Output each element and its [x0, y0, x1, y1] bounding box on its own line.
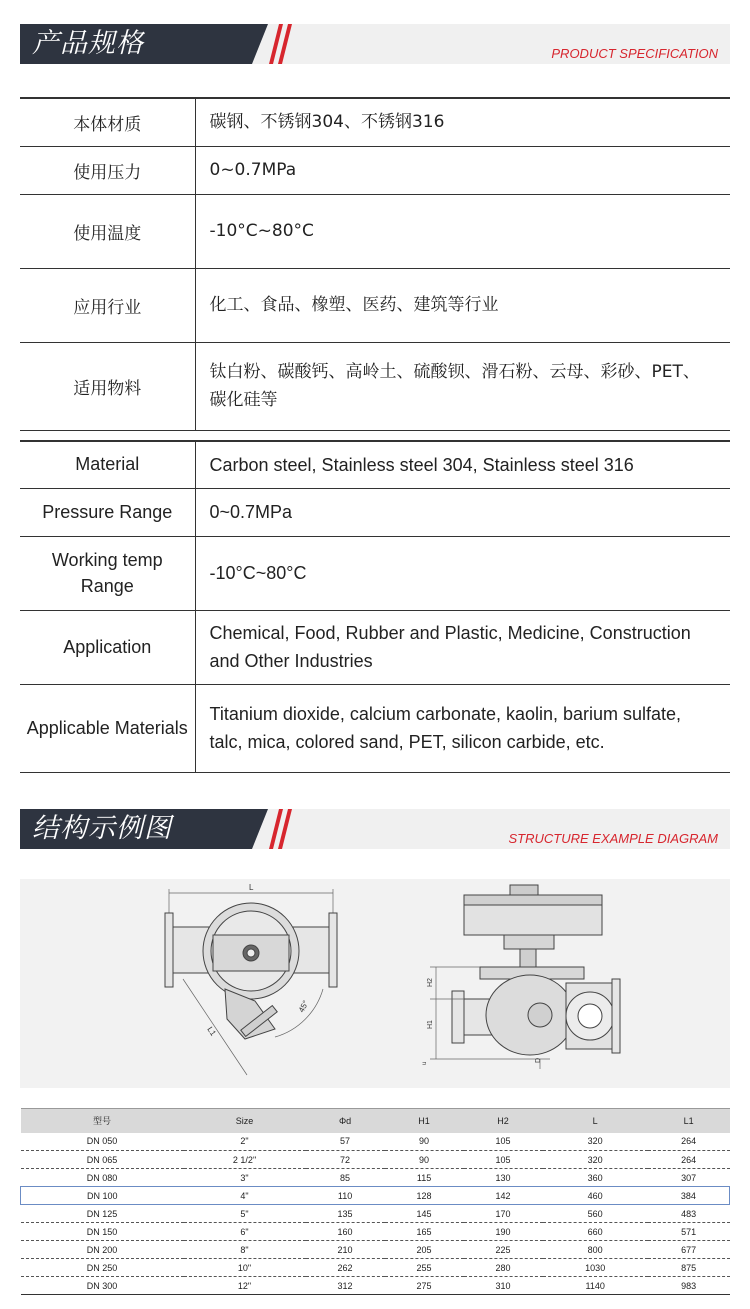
- structure-diagram: [20, 879, 730, 1088]
- table-cell: 660: [543, 1223, 648, 1241]
- col-header-model: 型号: [21, 1109, 184, 1133]
- col-header-l: L: [543, 1109, 648, 1133]
- spec-value: Titanium dioxide, calcium carbonate, kaolin, barium sulfate, talc, mica, colored sand, PET, silicon carbide, etc.: [195, 684, 730, 772]
- table-cell: 105: [464, 1133, 543, 1151]
- col-header-size: Size: [184, 1109, 306, 1133]
- spec-label: 适用物料: [20, 342, 195, 430]
- table-row: [21, 1259, 730, 1277]
- table-cell: 105: [464, 1151, 543, 1169]
- table-cell: 2": [184, 1133, 306, 1151]
- spec-row-temperature-en: [20, 536, 730, 610]
- dim-label-angle: 45°: [296, 999, 311, 1014]
- spec-label: Material: [20, 441, 195, 488]
- dim-label-h1: H1: [427, 1020, 434, 1029]
- table-cell: 190: [464, 1223, 543, 1241]
- table-cell: 677: [648, 1241, 730, 1259]
- table-cell: DN 250: [21, 1259, 184, 1277]
- table-row: [21, 1223, 730, 1241]
- spec-row-materials-en: [20, 684, 730, 772]
- dim-label-h2: H2: [427, 978, 434, 987]
- table-cell: 460: [543, 1187, 648, 1205]
- table-cell: 90: [385, 1133, 464, 1151]
- table-cell: 4": [184, 1187, 306, 1205]
- spec-label: 使用温度: [20, 194, 195, 268]
- table-cell: 2 1/2": [184, 1151, 306, 1169]
- table-cell: 90: [385, 1151, 464, 1169]
- spec-section-title: 产品规格: [32, 28, 144, 59]
- table-cell: DN 100: [21, 1187, 184, 1205]
- spec-label: Pressure Range: [20, 488, 195, 536]
- spec-row-material-cn: [20, 98, 730, 146]
- dimension-table: [20, 1108, 730, 1295]
- table-cell: DN 080: [21, 1169, 184, 1187]
- spec-row-material-en: [20, 441, 730, 488]
- table-cell: 128: [385, 1187, 464, 1205]
- spec-label: Applicable Materials: [20, 684, 195, 772]
- table-row: [21, 1169, 730, 1187]
- valve-front-view-drawing: [400, 879, 630, 1088]
- table-cell: 142: [464, 1187, 543, 1205]
- table-cell: 1030: [543, 1259, 648, 1277]
- valve-top-view-drawing: [155, 879, 365, 1088]
- spec-header-dark-block: [20, 24, 252, 64]
- spec-section-subtitle: PRODUCT SPECIFICATION: [551, 46, 718, 61]
- table-cell: 571: [648, 1223, 730, 1241]
- structure-section-title: 结构示例图: [32, 813, 172, 844]
- table-cell: 384: [648, 1187, 730, 1205]
- table-cell: 800: [543, 1241, 648, 1259]
- table-cell: 115: [385, 1169, 464, 1187]
- dimension-table-header: [21, 1109, 730, 1133]
- spec-table-en: [20, 440, 730, 773]
- table-cell: 135: [306, 1205, 385, 1223]
- spec-row-materials-cn: [20, 342, 730, 430]
- dim-label-l1: L1: [205, 1025, 218, 1038]
- table-cell: 262: [306, 1259, 385, 1277]
- spec-value: -10°C~80°C: [195, 194, 730, 268]
- table-cell: 57: [306, 1133, 385, 1151]
- table-cell: 210: [306, 1241, 385, 1259]
- table-cell: 320: [543, 1133, 648, 1151]
- col-header-diameter: Φd: [306, 1109, 385, 1133]
- table-cell: 160: [306, 1223, 385, 1241]
- spec-row-pressure-en: [20, 488, 730, 536]
- spec-value: 碳钢、不锈钢304、不锈钢316: [195, 98, 730, 146]
- table-cell: 85: [306, 1169, 385, 1187]
- col-header-h1: H1: [385, 1109, 464, 1133]
- structure-header-dark-block: [20, 809, 252, 849]
- table-cell: 1140: [543, 1277, 648, 1295]
- spec-row-temperature-cn: [20, 194, 730, 268]
- structure-section-header: [20, 809, 730, 849]
- spec-label: 本体材质: [20, 98, 195, 146]
- table-cell: 312: [306, 1277, 385, 1295]
- table-cell: 275: [385, 1277, 464, 1295]
- col-header-h2: H2: [464, 1109, 543, 1133]
- table-row: [21, 1133, 730, 1151]
- table-row: [21, 1277, 730, 1295]
- table-cell: 3": [184, 1169, 306, 1187]
- spec-value: Carbon steel, Stainless steel 304, Stainless steel 316: [195, 441, 730, 488]
- spec-label: Working temp Range: [20, 536, 195, 610]
- table-row: [21, 1241, 730, 1259]
- table-cell: 12": [184, 1277, 306, 1295]
- spec-row-pressure-cn: [20, 146, 730, 194]
- table-cell: 5": [184, 1205, 306, 1223]
- spec-value: 0~0.7MPa: [195, 146, 730, 194]
- table-cell: 255: [385, 1259, 464, 1277]
- table-cell: 8": [184, 1241, 306, 1259]
- table-cell: 280: [464, 1259, 543, 1277]
- table-cell: 10": [184, 1259, 306, 1277]
- table-cell: 130: [464, 1169, 543, 1187]
- spec-value: 0~0.7MPa: [195, 488, 730, 536]
- table-cell: 483: [648, 1205, 730, 1223]
- table-cell: 264: [648, 1133, 730, 1151]
- spec-value: 化工、食品、橡塑、医药、建筑等行业: [195, 268, 730, 342]
- table-cell: 320: [543, 1151, 648, 1169]
- spec-label: 使用压力: [20, 146, 195, 194]
- table-cell: 875: [648, 1259, 730, 1277]
- table-cell: DN 150: [21, 1223, 184, 1241]
- table-cell: 310: [464, 1277, 543, 1295]
- spec-value: 钛白粉、碳酸钙、高岭土、硫酸钡、滑石粉、云母、彩砂、PET、碳化硅等: [195, 342, 730, 430]
- table-row-highlighted: [21, 1187, 730, 1205]
- dim-label-l: L: [249, 883, 254, 892]
- table-cell: DN 125: [21, 1205, 184, 1223]
- table-cell: 983: [648, 1277, 730, 1295]
- table-cell: 145: [385, 1205, 464, 1223]
- table-cell: 360: [543, 1169, 648, 1187]
- dim-label-d: D: [535, 1057, 542, 1063]
- table-cell: 170: [464, 1205, 543, 1223]
- spec-section-header: [20, 24, 730, 64]
- table-cell: 560: [543, 1205, 648, 1223]
- spec-table-cn: [20, 97, 730, 431]
- table-cell: 165: [385, 1223, 464, 1241]
- table-cell: 6": [184, 1223, 306, 1241]
- table-cell: DN 200: [21, 1241, 184, 1259]
- table-cell: 205: [385, 1241, 464, 1259]
- red-stripes-icon: [270, 809, 294, 849]
- table-cell: 307: [648, 1169, 730, 1187]
- table-cell: 225: [464, 1241, 543, 1259]
- table-row: [21, 1205, 730, 1223]
- red-stripes-icon: [270, 24, 294, 64]
- spec-row-application-en: [20, 610, 730, 684]
- table-cell: 110: [306, 1187, 385, 1205]
- dim-label-u: u: [422, 1061, 428, 1065]
- spec-label: Application: [20, 610, 195, 684]
- table-cell: DN 065: [21, 1151, 184, 1169]
- spec-row-industry-cn: [20, 268, 730, 342]
- spec-value: Chemical, Food, Rubber and Plastic, Medicine, Construction and Other Industries: [195, 610, 730, 684]
- table-cell: 264: [648, 1151, 730, 1169]
- col-header-l1: L1: [648, 1109, 730, 1133]
- table-row: [21, 1151, 730, 1169]
- table-cell: DN 300: [21, 1277, 184, 1295]
- table-cell: 72: [306, 1151, 385, 1169]
- table-cell: DN 050: [21, 1133, 184, 1151]
- spec-label: 应用行业: [20, 268, 195, 342]
- structure-section-subtitle: STRUCTURE EXAMPLE DIAGRAM: [508, 831, 718, 846]
- spec-value: -10°C~80°C: [195, 536, 730, 610]
